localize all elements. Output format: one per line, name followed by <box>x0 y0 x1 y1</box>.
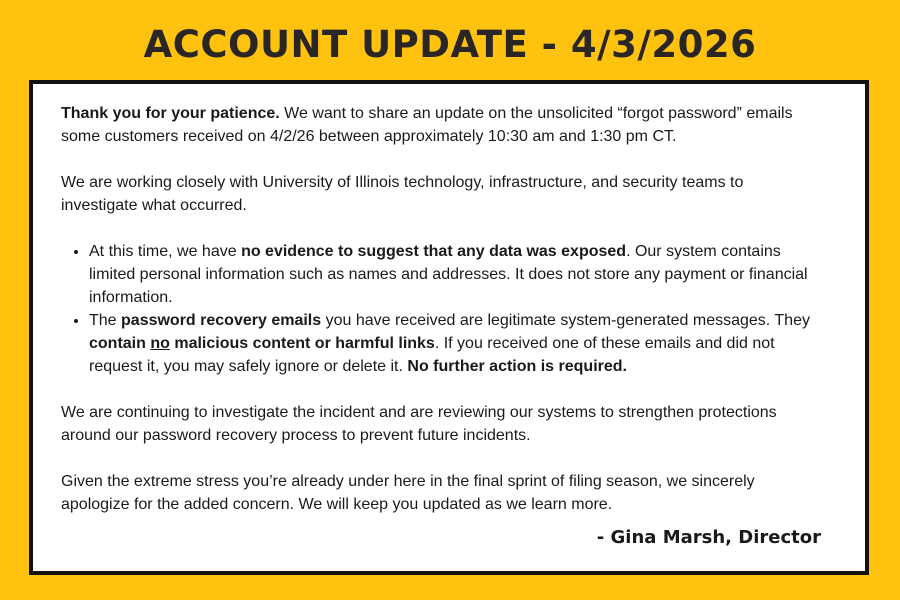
intro-paragraph <box>61 102 821 148</box>
notice-card <box>29 80 869 575</box>
intro-text: We want to share an update on the unsolicited “forgot password” emails some customers received on 4/2/26 between approximately 10:30 am and 1:30 pm CT. <box>61 105 793 145</box>
bullet-1-bold: no evidence to suggest that any data was exposed <box>241 243 627 260</box>
bullet-1-post: . Our system contains limited personal information such as names and addresses. It does not store any payment or financial information. <box>89 243 808 306</box>
bullet-2-bold-3: malicious content or harmful links <box>169 335 435 352</box>
key-points-list <box>61 240 821 378</box>
bullet-2-underline: no <box>150 335 170 352</box>
page-title: ACCOUNT UPDATE - 4/3/2026 <box>143 23 757 66</box>
bullet-2-bold-1: password recovery emails <box>121 312 322 329</box>
bullet-2-bold-2: contain <box>89 335 146 352</box>
bullet-no-data-exposed <box>89 240 821 309</box>
continuing-paragraph: We are continuing to investigate the incident and are reviewing our systems to strengthen protections around our password recovery process to prevent future incidents. <box>61 404 777 444</box>
bullet-2-mid-1: you have received are legitimate system-generated messages. They <box>321 312 810 329</box>
bullet-2-pre: The <box>89 312 122 329</box>
bullet-2-bold-4: No further action is required. <box>407 358 627 375</box>
bullet-emails-legitimate <box>89 309 821 378</box>
apology-paragraph: Given the extreme stress you’re already under here in the final sprint of filing season, we sincerely apologize for the added concern. We will keep you updated as we learn more. <box>61 473 755 513</box>
investigation-paragraph: We are working closely with University of Illinois technology, infrastructure, and security teams to investigate what occurred. <box>61 174 744 214</box>
intro-bold-lead: Thank you for your patience. <box>61 105 280 122</box>
bullet-2-mid-2: . If you received one of these emails and did not request it, you may safely ignore or delete it. <box>89 335 775 375</box>
bullet-1-pre: At this time, we have <box>89 243 242 260</box>
signature: - Gina Marsh, Director <box>596 527 821 548</box>
